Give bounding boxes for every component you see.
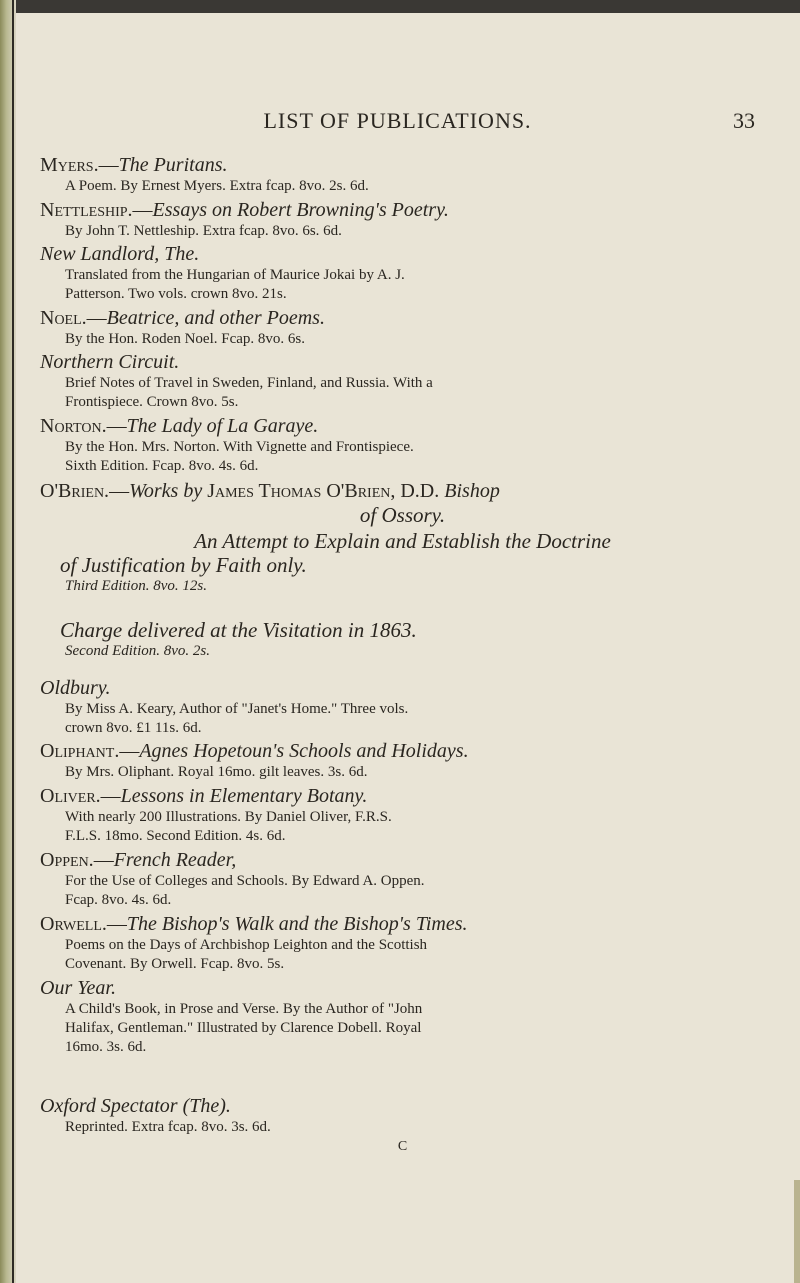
- entry-oliphant: [40, 739, 765, 782]
- entry-title: New Landlord, The.: [40, 243, 200, 265]
- entry-title: Oldbury.: [40, 677, 111, 699]
- entry-title-prefix: Works by: [129, 480, 208, 502]
- entry-detail: By Mrs. Oliphant. Royal 16mo. gilt leaves. 3s. 6d.: [65, 764, 368, 780]
- dash: —: [132, 199, 153, 221]
- dash: —: [106, 415, 127, 437]
- entry-detail: By Miss A. Keary, Author of "Janet's Home." Three vols.: [65, 701, 409, 717]
- dash: —: [100, 785, 121, 807]
- entry-title: The Bishop's Walk and the Bishop's Times.: [126, 913, 468, 935]
- entry-nettleship: [40, 198, 765, 241]
- entry-detail: crown 8vo. £1 11s. 6d.: [65, 720, 202, 736]
- entry-detail: By the Hon. Mrs. Norton. With Vignette and Frontispiece.: [65, 439, 414, 455]
- entry-title: Our Year.: [40, 977, 116, 999]
- entry-author: Orwell.: [40, 913, 107, 935]
- entry-title: An Attempt to Explain and Establish the Doctrine: [194, 529, 611, 553]
- entry-detail: Halifax, Gentleman." Illustrated by Clarence Dobell. Royal: [65, 1020, 422, 1036]
- entry-new-landlord: [40, 242, 765, 304]
- entry-detail: 16mo. 3s. 6d.: [65, 1039, 147, 1055]
- entry-detail: Fcap. 8vo. 4s. 6d.: [65, 892, 172, 908]
- entry-detail: For the Use of Colleges and Schools. By Edward A. Oppen.: [65, 873, 425, 889]
- entry-author: Norton.: [40, 415, 107, 437]
- entry-title-name: James Thomas O'Brien, D.D.: [207, 480, 440, 502]
- dash: —: [98, 154, 119, 176]
- entry-oldbury: [40, 676, 765, 738]
- entry-author: Myers.: [40, 154, 99, 176]
- top-dark-band: [0, 0, 800, 13]
- dash: —: [93, 849, 114, 871]
- entry-author: Oliphant.: [40, 740, 120, 762]
- entry-title-suffix: Bishop: [439, 480, 500, 502]
- entry-author: Noel.: [40, 307, 87, 329]
- running-header: [40, 108, 755, 142]
- entry-oppen: [40, 848, 765, 910]
- dash: —: [119, 740, 140, 762]
- entry-charge: [40, 618, 765, 661]
- entry-title: Oxford Spectator (The).: [40, 1095, 231, 1117]
- entry-myers: [40, 153, 765, 196]
- entry-detail: A Poem. By Ernest Myers. Extra fcap. 8vo. 2s. 6d.: [65, 178, 369, 194]
- entry-noel: [40, 306, 765, 349]
- entry-detail: Reprinted. Extra fcap. 8vo. 3s. 6d.: [65, 1119, 271, 1135]
- entry-detail: Brief Notes of Travel in Sweden, Finland, and Russia. With a: [65, 375, 433, 391]
- entry-detail: A Child's Book, in Prose and Verse. By the Author of "John: [65, 1001, 423, 1017]
- entry-detail: Sixth Edition. Fcap. 8vo. 4s. 6d.: [65, 458, 259, 474]
- entry-detail: Covenant. By Orwell. Fcap. 8vo. 5s.: [65, 956, 285, 972]
- signature-mark: C: [397, 1139, 408, 1154]
- entry-title: Essays on Robert Browning's Poetry.: [152, 199, 449, 221]
- entry-oxford-spectator: [40, 1094, 765, 1137]
- entry-obrien: [40, 479, 765, 527]
- entry-detail: Poems on the Days of Archbishop Leighton and the Scottish: [65, 937, 428, 953]
- entry-title: The Puritans.: [118, 154, 228, 176]
- entry-author: Nettleship.: [40, 199, 133, 221]
- entry-title-line2: of Ossory.: [359, 503, 446, 527]
- entry-detail: Patterson. Two vols. crown 8vo. 21s.: [65, 286, 287, 302]
- entry-title-line2: of Justification by Faith only.: [60, 553, 307, 577]
- dash: —: [106, 913, 127, 935]
- page-number: 33: [733, 108, 755, 133]
- entry-detail: Third Edition. 8vo. 12s.: [65, 578, 207, 594]
- entry-title: Agnes Hopetoun's Schools and Holidays.: [139, 740, 469, 762]
- entry-detail: Second Edition. 8vo. 2s.: [65, 643, 210, 659]
- entry-detail: By the Hon. Roden Noel. Fcap. 8vo. 6s.: [65, 331, 305, 347]
- entry-oliver: [40, 784, 765, 846]
- entry-detail: With nearly 200 Illustrations. By Daniel Oliver, F.R.S.: [65, 809, 392, 825]
- entry-author: Oliver.: [40, 785, 101, 807]
- entry-title: Lessons in Elementary Botany.: [120, 785, 368, 807]
- entry-author: Oppen.: [40, 849, 94, 871]
- gutter-line: [12, 0, 14, 1283]
- entry-detail: By John T. Nettleship. Extra fcap. 8vo. 6s. 6d.: [65, 223, 342, 239]
- page-edge: [794, 1180, 800, 1283]
- entry-an-attempt: [40, 529, 765, 596]
- entry-northern-circuit: [40, 350, 765, 412]
- dash: —: [109, 480, 130, 502]
- entry-orwell: [40, 912, 765, 974]
- entry-title: Northern Circuit.: [40, 351, 180, 373]
- entry-detail: F.L.S. 18mo. Second Edition. 4s. 6d.: [65, 828, 286, 844]
- entry-title: Charge delivered at the Visitation in 1863.: [60, 618, 417, 642]
- dash: —: [86, 307, 107, 329]
- entry-title: Beatrice, and other Poems.: [106, 307, 325, 329]
- entry-title: The Lady of La Garaye.: [126, 415, 319, 437]
- entry-norton: [40, 414, 765, 476]
- entry-detail: Frontispiece. Crown 8vo. 5s.: [65, 394, 239, 410]
- header-title: LIST OF PUBLICATIONS.: [263, 108, 532, 133]
- entry-detail: Translated from the Hungarian of Maurice Jokai by A. J.: [65, 267, 405, 283]
- entry-title: French Reader,: [113, 849, 237, 871]
- entry-author: O'Brien.: [40, 480, 110, 502]
- entry-our-year: [40, 976, 765, 1057]
